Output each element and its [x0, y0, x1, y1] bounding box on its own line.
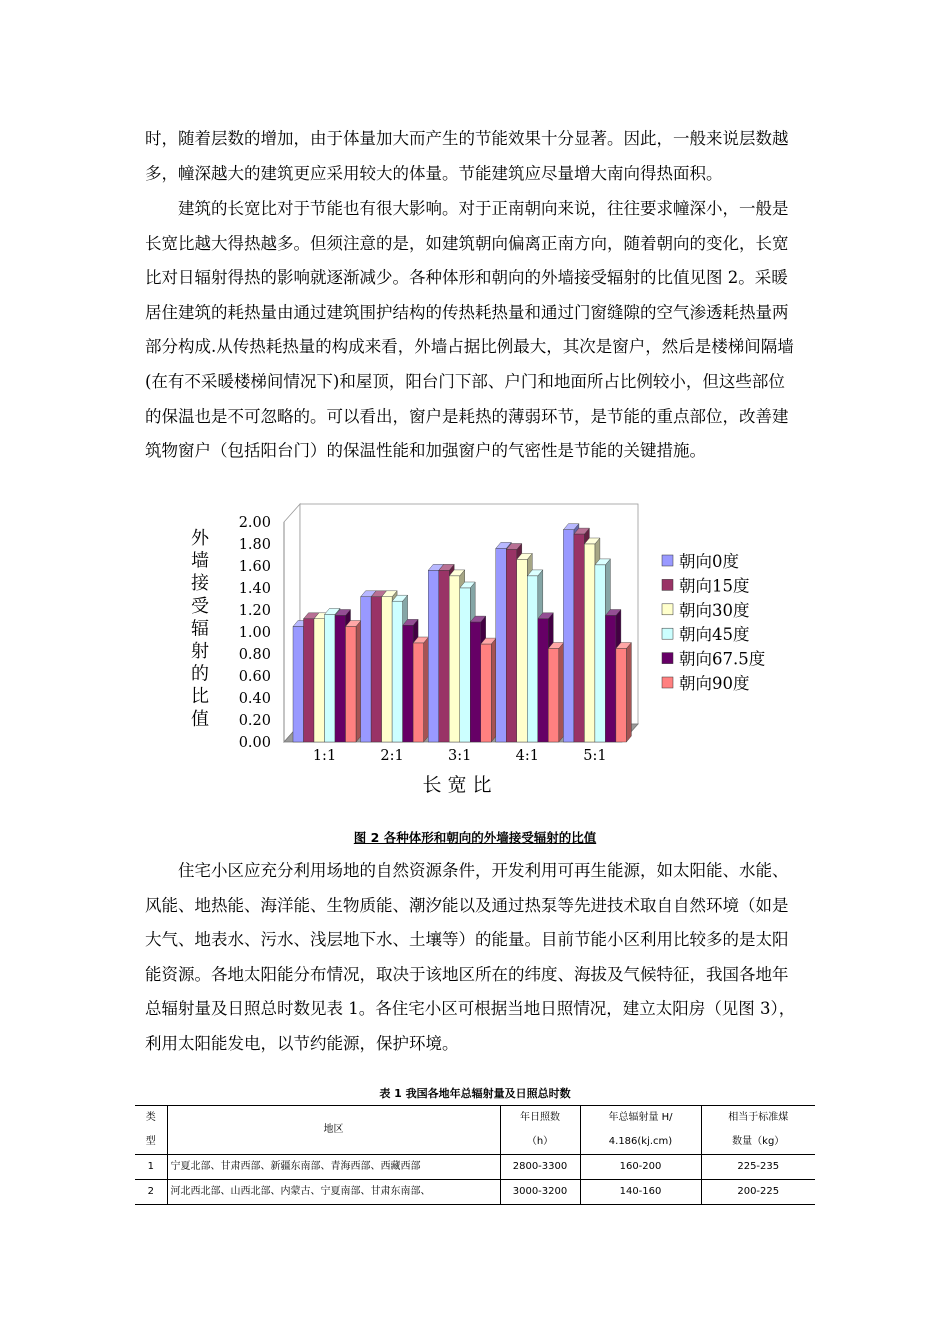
bar-side	[626, 643, 631, 743]
y-tick-label: 0.40	[238, 691, 271, 707]
cell-region: 宁夏北部、甘肃西部、新疆东南部、青海西部、西藏西部	[167, 1155, 500, 1180]
text-line: 筑物窗户（包括阳台门）的保温性能和加强窗户的气密性是节能的关键措施。	[145, 441, 706, 461]
text-line: 时，随着层数的增加，由于体量加大而产生的节能效果十分显著。因此，一般来说层数越	[145, 129, 789, 148]
bar	[481, 638, 497, 742]
text-line: 住宅小区应充分利用场地的自然资源条件，开发利用可再生能源，如太阳能、水能、	[178, 861, 789, 880]
radiation-table	[135, 1105, 815, 1205]
y-tick-label: 1.40	[238, 581, 271, 597]
text-line: 的保温也是不可忽略的。可以看出，窗户是耗热的薄弱环节，是节能的重点部位，改善建	[145, 406, 789, 426]
bar-front	[439, 570, 450, 742]
cell-radiation: 160-200	[580, 1155, 701, 1180]
header-radiation-line: 年总辐射量 H/	[608, 1112, 673, 1123]
bar-side	[491, 638, 496, 742]
y-tick-label: 0.00	[238, 735, 271, 751]
cell-region: 河北西北部、山西北部、内蒙古、宁夏南部、甘肃东南部、	[167, 1180, 500, 1205]
y-axis-label-char: 比	[191, 686, 209, 708]
bar-front	[371, 597, 382, 742]
legend-label: 朝向67.5度	[679, 649, 766, 669]
y-axis-label-char: 外	[191, 528, 209, 549]
header-coal-line: 数量（kg）	[732, 1136, 785, 1147]
text-line: 长宽比越大得热越多。但须注意的是，如建筑朝向偏离正南方向，随着朝向的变化，长宽	[145, 233, 789, 253]
bar-front	[496, 548, 507, 742]
bar-side	[559, 643, 564, 743]
header-radiation-line: 4.186(kj.cm)	[608, 1136, 673, 1147]
y-tick-label: 0.60	[238, 669, 271, 685]
bar-front	[361, 597, 372, 742]
bar	[616, 643, 632, 743]
text-line: 利用太阳能发电，以节约能源，保护环境。	[145, 1033, 459, 1053]
x-tick-label: 5:1	[583, 748, 607, 764]
header-type-line: 类	[145, 1112, 156, 1123]
bar-front	[616, 649, 627, 743]
y-axis-label-char: 墙	[191, 550, 209, 572]
x-axis-ticks	[313, 748, 607, 764]
legend-label: 朝向45度	[679, 625, 750, 645]
bar	[413, 637, 429, 742]
legend-swatch	[662, 604, 673, 615]
legend-swatch	[662, 677, 673, 688]
y-axis-label-char: 射	[191, 641, 209, 662]
bar-front	[449, 576, 460, 742]
bar-front	[563, 530, 574, 742]
bar-front	[527, 576, 538, 742]
legend-swatch	[662, 555, 673, 566]
y-axis-label-char: 值	[191, 708, 209, 730]
paragraph-2	[145, 192, 807, 469]
text-line: 建筑的长宽比对于节能也有很大影响。对于正南朝向来说，往往要求幢深小，一般是	[178, 199, 789, 218]
table-header-row	[135, 1106, 815, 1155]
header-hours-line: （h）	[526, 1136, 554, 1147]
bar-front	[584, 544, 595, 742]
cell-hours: 3000-3200	[500, 1180, 580, 1205]
table-row	[135, 1155, 815, 1180]
header-coal	[701, 1106, 815, 1155]
legend-swatch	[662, 579, 673, 590]
text-line: (在有不采暖楼梯间情况下)和屋顶，阳台门下部、户门和地面所占比例较小，但这些部位	[145, 371, 785, 391]
bar-front	[382, 597, 393, 742]
bar-front	[548, 649, 559, 743]
legend-swatch	[662, 628, 673, 639]
y-tick-label: 1.20	[238, 603, 271, 619]
y-axis-label-char: 的	[191, 663, 209, 685]
bar-front	[293, 627, 304, 743]
text-line: 部分构成.从传热耗热量的构成来看，外墙占据比例最大，其次是窗户，然后是楼梯间隔墙	[145, 337, 794, 357]
text-line: 能资源。各地太阳能分布情况，取决于该地区所在的纬度、海拔及气候特征，我国各地年	[145, 964, 789, 984]
header-type-line: 型	[145, 1136, 156, 1147]
legend-label: 朝向15度	[679, 576, 750, 596]
header-region: 地区	[167, 1106, 500, 1155]
header-hours	[500, 1106, 580, 1155]
y-axis-label	[191, 528, 210, 730]
legend-swatch	[662, 653, 673, 664]
bar-front	[605, 616, 616, 743]
bar-front	[314, 619, 325, 742]
chart-legend	[662, 552, 765, 693]
header-type	[135, 1106, 167, 1155]
cell-coal: 225-235	[701, 1155, 815, 1180]
bar-front	[413, 643, 424, 742]
bar-front	[403, 625, 414, 742]
text-line: 风能、地热能、海洋能、生物质能、潮汐能以及通过热泵等先进技术取自自然环境（如是	[145, 895, 789, 915]
text-line: 多，幢深越大的建筑更应采用较大的体量。节能建筑应尽量增大南向得热面积。	[145, 163, 723, 183]
bar-front	[335, 616, 346, 743]
bar-front	[481, 644, 492, 742]
text-line: 总辐射量及日照总时数见表 1。各住宅小区可根据当地日照情况，建立太阳房（见图 3），	[145, 999, 796, 1019]
y-tick-label: 1.80	[238, 537, 271, 553]
y-axis-label-char: 接	[191, 573, 209, 595]
bar-front	[506, 550, 517, 743]
header-coal-line: 相当于标准煤	[728, 1112, 789, 1123]
y-axis-label-char: 受	[191, 595, 209, 617]
header-hours-line: 年日照数	[520, 1112, 560, 1123]
x-tick-label: 4:1	[515, 748, 539, 764]
y-tick-label: 0.20	[238, 713, 271, 729]
bar-front	[346, 627, 357, 743]
cell-hours: 2800-3300	[500, 1155, 580, 1180]
bar-front	[595, 565, 606, 742]
legend-label: 朝向90度	[679, 674, 750, 693]
paragraph-1	[145, 122, 807, 191]
text-line: 比对日辐射得热的影响就逐渐减少。各种体形和朝向的外墙接受辐射的比值见图 2。采暖	[145, 268, 788, 288]
bar-side	[356, 621, 361, 743]
text-line: 大气、地表水、污水、浅层地下水、土壤等）的能量。目前节能小区利用比较多的是太阳	[145, 930, 789, 950]
bar-front	[538, 619, 549, 742]
text-line: 居住建筑的耗热量由通过建筑围护结构的传热耗热量和通过门窗缝隙的空气渗透耗热量两	[145, 302, 789, 322]
y-tick-label: 1.00	[238, 625, 271, 641]
x-tick-label: 1:1	[312, 748, 337, 764]
x-tick-label: 2:1	[380, 748, 404, 764]
bar-front	[325, 614, 336, 742]
y-tick-label: 1.60	[238, 559, 271, 575]
paragraph-3	[145, 854, 807, 1062]
table-title: 表 1 我国各地年总辐射量及日照总时数	[379, 1087, 571, 1100]
x-tick-label: 3:1	[448, 748, 472, 764]
bar-front	[428, 570, 439, 742]
bar	[548, 643, 564, 743]
bar-side	[424, 637, 429, 742]
bar-front	[304, 619, 315, 742]
cell-radiation: 140-160	[580, 1180, 701, 1205]
header-radiation	[580, 1106, 701, 1155]
cell-type: 1	[135, 1155, 167, 1180]
legend-label: 朝向0度	[679, 552, 739, 571]
cell-type: 2	[135, 1180, 167, 1205]
y-tick-label: 0.80	[238, 647, 271, 663]
x-axis-label: 长 宽 比	[422, 774, 492, 796]
legend-label: 朝向30度	[679, 600, 750, 620]
y-tick-label: 2.00	[238, 515, 271, 531]
figure-caption: 图 2 各种体形和朝向的外墙接受辐射的比值	[353, 830, 597, 845]
bar-front	[392, 601, 403, 742]
bar	[346, 621, 362, 743]
bar-front	[517, 559, 528, 742]
y-axis-label-char: 辐	[191, 618, 209, 640]
bar-front	[470, 622, 481, 742]
radiation-ratio-chart	[0, 500, 950, 810]
bar-front	[460, 588, 471, 742]
y-axis-ticks	[239, 515, 271, 751]
bar-front	[574, 534, 585, 742]
table-row	[135, 1180, 815, 1205]
cell-coal: 200-225	[701, 1180, 815, 1205]
